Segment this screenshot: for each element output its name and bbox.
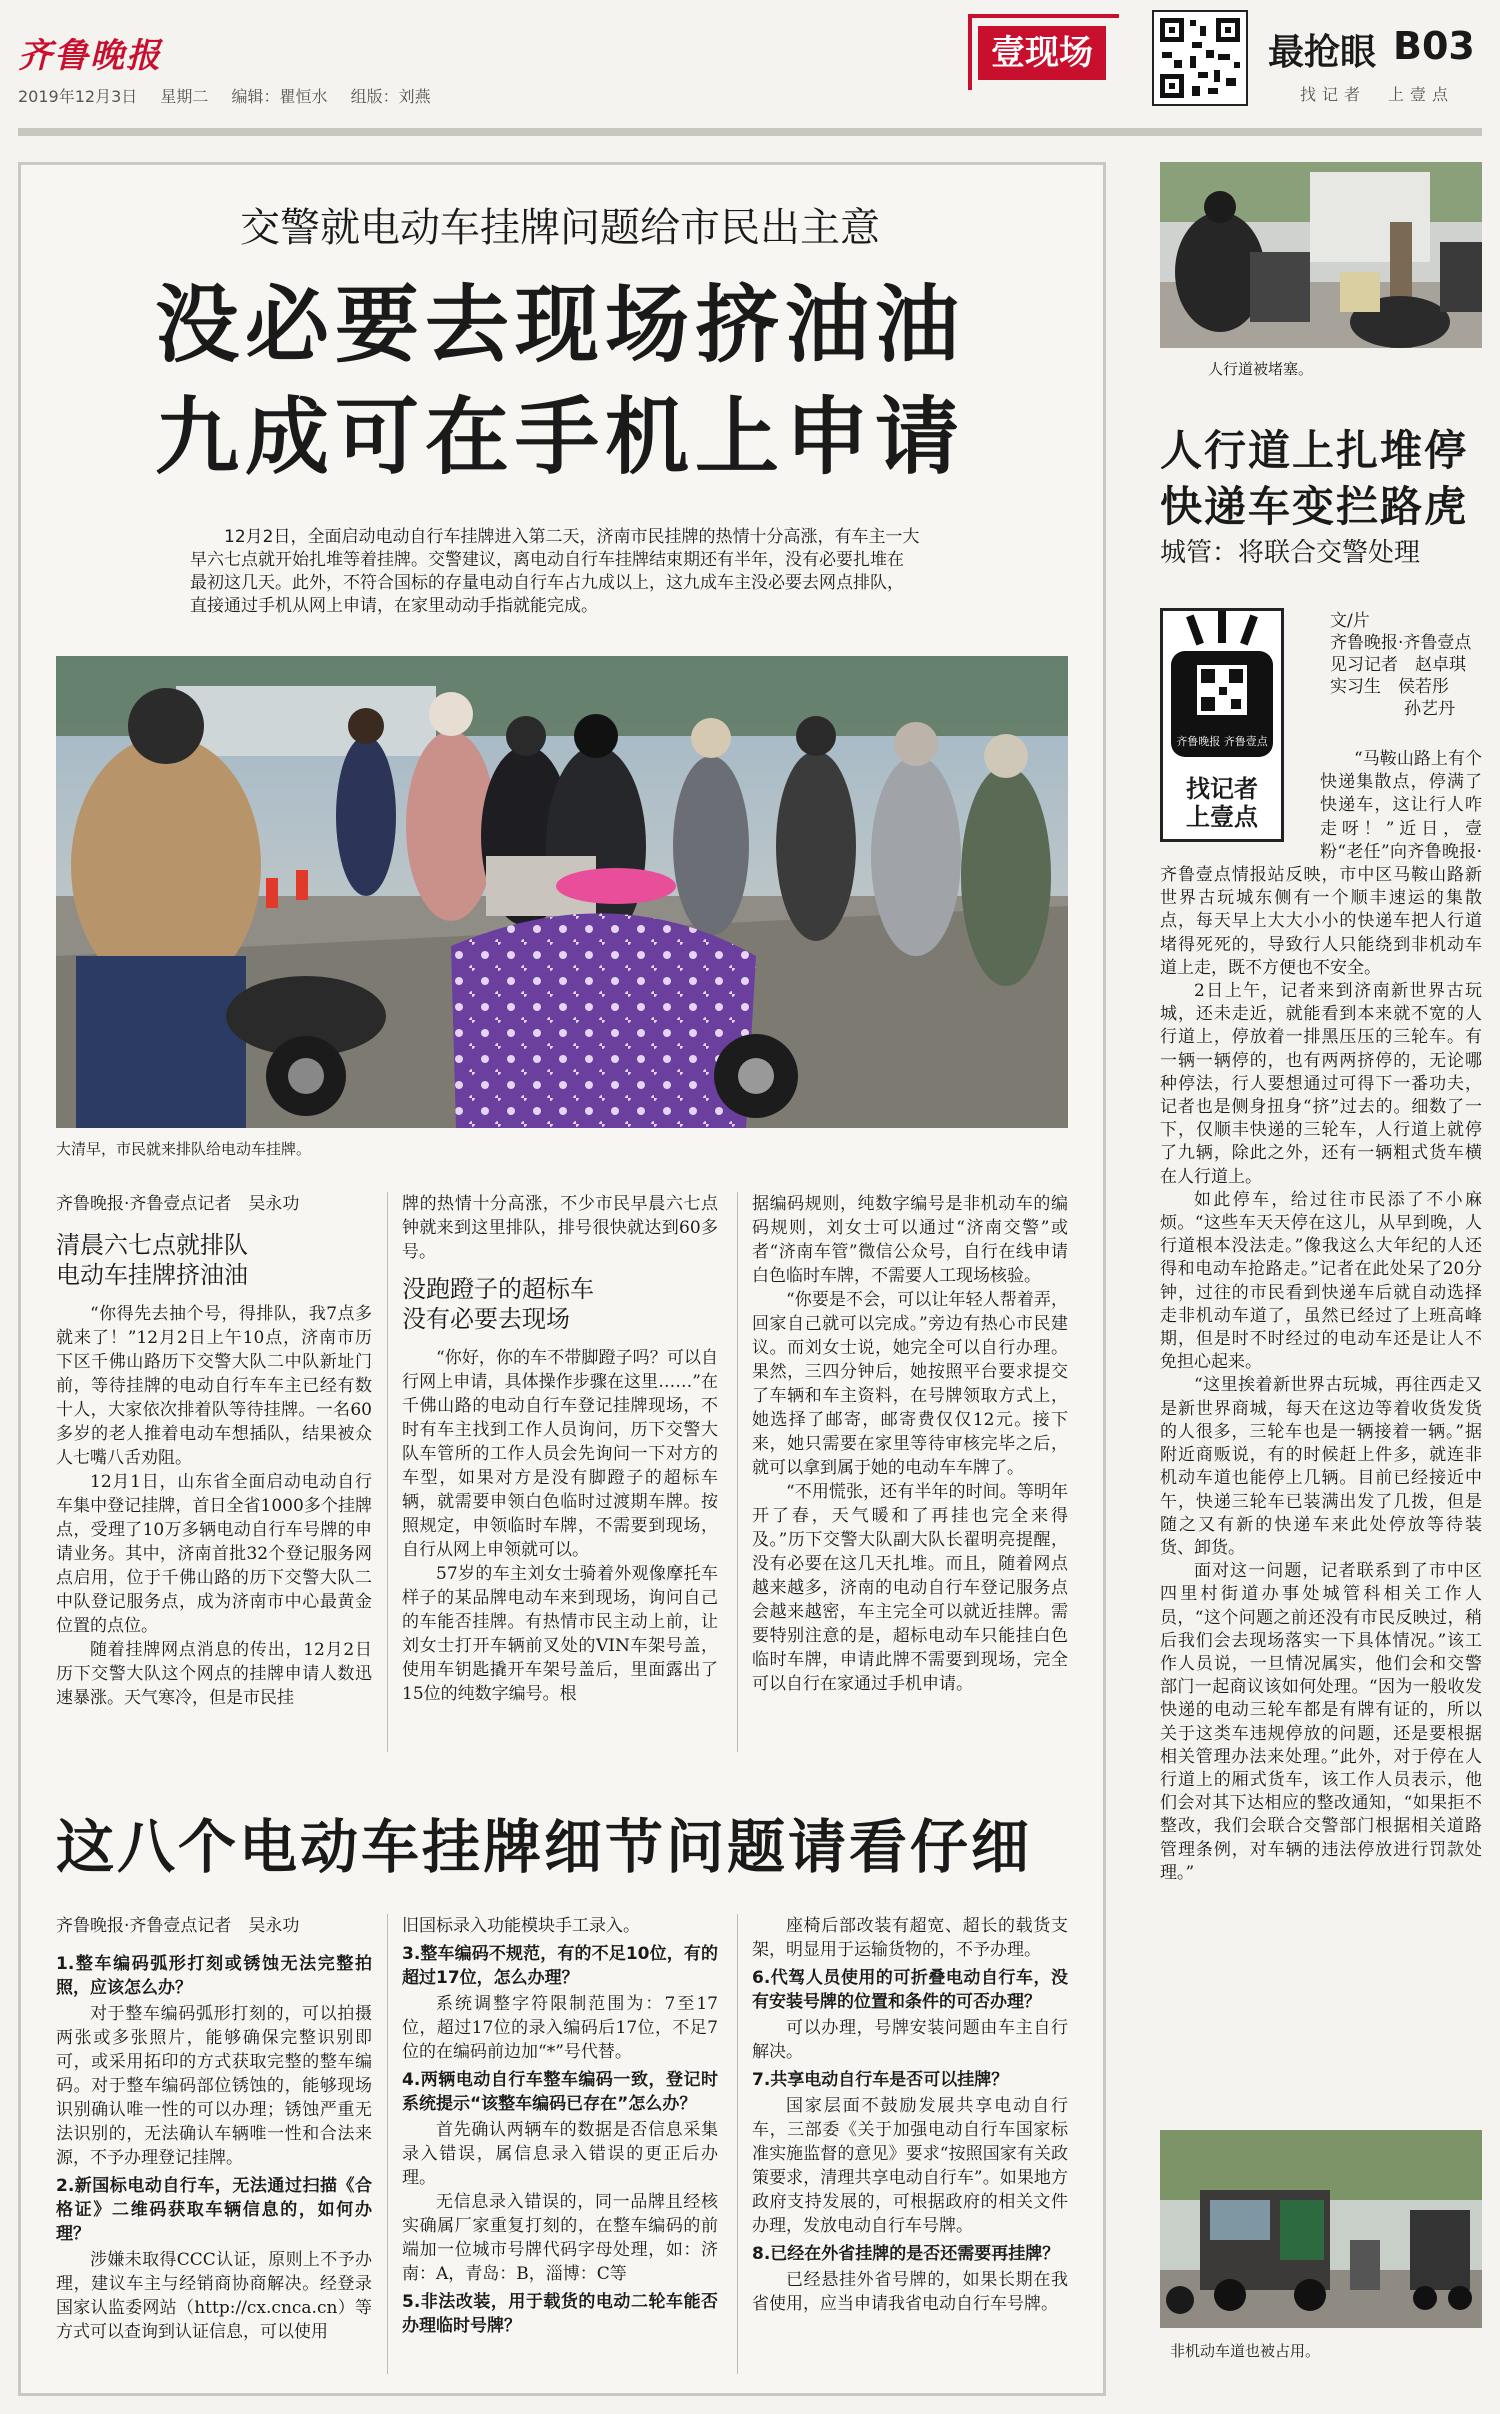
section-name: 最抢眼 bbox=[1268, 32, 1377, 73]
faq-answer: 座椅后部改装有超宽、超长的载货支架，明显用于运输货物的，不予办理。 bbox=[752, 1916, 1068, 1960]
faq-question: 1.整车编码弧形打刻或锈蚀无法完整拍照，应该怎么办？ bbox=[56, 1954, 372, 1998]
logo-wrap-space bbox=[1160, 748, 1320, 856]
dateline bbox=[18, 84, 449, 107]
bike-lane-photo bbox=[1160, 2130, 1482, 2328]
side-body-paragraph: “这里挨着新世界古玩城，再往西走又是新世界商城，每天在这边等着收货发货的人很多，三轮车也是一辆接着一辆。”据附近商贩说，有的时候赶上件多，就连非机动车道也能停上几辆。目前已经接近中午，快递三轮车已装满出发了几拨，但是随之又有新的快递车来此处停放等待装货、卸货。 bbox=[1160, 1375, 1482, 1558]
side-story-body bbox=[1160, 748, 1482, 2120]
issue-date: 2019年12月3日 bbox=[18, 87, 138, 106]
faq-answer: 无信息录入错误的，同一品牌且经核实确属厂家重复打刻的，在整车编码的前端加一位城市号牌代码字母处理，如：济南：A，青岛：B，淄博：C等 bbox=[402, 2192, 718, 2284]
lead-subhead-2: 没跑蹬子的超标车 没有必要去现场 bbox=[402, 1275, 594, 1333]
side-headline-line-1: 人行道上扎堆停 bbox=[1160, 426, 1469, 475]
lead-column-3 bbox=[752, 1192, 1068, 1752]
second-byline: 齐鲁晚报·齐鲁壹点记者 吴永功 bbox=[56, 1916, 300, 1936]
queue-photo-caption: 大清早，市民就来排队给电动车挂牌。 bbox=[56, 1140, 312, 1158]
side-body-paragraph: 如此停车，给过往市民添了不小麻烦。“这些车天天停在这儿，从早到晚，人行道根本没法走。”像我这么大年纪的人还得和电动车抢路走。”记者在此处呆了20分钟，过往的市民看到快递车后就自动选择走非机动车道了，虽然已经过了上班高峰期，但是时不时经过的电动车还是让人不免担心起来。 bbox=[1160, 1189, 1482, 1373]
designer-credit: 组版：刘燕 bbox=[350, 87, 431, 106]
lead-body-paragraph: “你得先去抽个号，得排队，我7点多就来了！”12月2日上午10点，济南市历下区千佛山路历下交警大队二中队新址门前，等待挂牌的电动自行车车主已经有数十人，大家依次排着队等待挂牌。一名60多岁的老人推着电动车想插队，结果被众人七嘴八舌劝阻。 bbox=[56, 1304, 372, 1468]
sidewalk-photo-caption: 人行道被堵塞。 bbox=[1208, 360, 1314, 378]
second-headline: 这八个电动车挂牌细节问题请看仔细 bbox=[56, 1813, 1033, 1881]
faq-question: 2.新国标电动自行车，无法通过扫描《合格证》二维码获取车辆信息的，如何办理？ bbox=[56, 2176, 372, 2244]
faq-question: 7.共享电动自行车是否可以挂牌？ bbox=[752, 2070, 1009, 2090]
side-body-paragraph: “马鞍山路上有个快递集散点，停满了快递车，这让行人咋走呀！”近日，壹粉“老任”向齐鲁晚报·齐鲁壹点情报站反映，市中区马鞍山路新世界古玩城东侧有一个顺丰速运的集散点，每天早上大大小小的快递车把人行道堵得死死的，导致行人只能绕到非机动车道上走，既不方便也不安全。 bbox=[1160, 749, 1482, 978]
side-headline-line-2: 快递车变拦路虎 bbox=[1160, 482, 1469, 531]
faq-question: 4.两辆电动自行车整车编码一致，登记时系统提示“该整车编码已存在”怎么办？ bbox=[402, 2070, 718, 2114]
lead-body-paragraph: “你要是不会，可以让年轻人帮着弄，回家自己就可以完成。”旁边有热心市民建议。而刘女士说，她完全可以自行办理。果然，三四分钟后，她按照平台要求提交了车辆和车主资料，在号牌领取方式上，她选择了邮寄，邮寄费仅仅12元。接下来，她只需要在家里等待审核完毕之后，就可以拿到属于她的电动车车牌了。 bbox=[752, 1290, 1068, 1478]
faq-answer: 首先确认两辆车的数据是否信息采集录入错误，属信息录入错误的更正后办理。 bbox=[402, 2120, 718, 2188]
faq-answer: 已经悬挂外省号牌的，如果长期在我省使用，应当申请我省电动自行车号牌。 bbox=[752, 2270, 1068, 2314]
lead-body-paragraph: 牌的热情十分高涨，不少市民早晨六七点钟就来到这里排队，排号很快就达到60多号。 bbox=[402, 1194, 718, 1262]
sidewalk-photo bbox=[1160, 162, 1482, 348]
logo-small-text: 齐鲁晚报 齐鲁壹点 bbox=[1176, 735, 1268, 748]
credit-line: 实习生 侯若彤 bbox=[1330, 677, 1449, 697]
lead-kicker: 交警就电动车挂牌问题给市民出主意 bbox=[240, 205, 880, 251]
lead-body-paragraph: “你好，你的车不带脚蹬子吗？可以自行网上申请，具体操作步骤在这里……”在千佛山路的电动自行车登记挂牌现场，不时有车主找到工作人员询问，历下交警大队车管所的工作人员会先询问一下对方的车型，如果对方是没有脚蹬子的超标车辆，就需要申领白色临时过渡期车牌。按照规定，申领临时车牌，不需要到现场，自行从网上申领就可以。 bbox=[402, 1348, 718, 1560]
credit-line: 文/片 bbox=[1330, 611, 1370, 631]
side-subhead: 城管：将联合交警处理 bbox=[1160, 538, 1421, 568]
faq-question: 5.非法改装，用于载货的电动二轮车能否办理临时号牌？ bbox=[402, 2292, 718, 2336]
faq-answer: 对于整车编码弧形打刻的，可以拍摄两张或多张照片，能够确保完整识别即可，或采用拓印的方式获取完整的整车编码。对于整车编码部位锈蚀的，能够现场识别确认唯一性的可以办理；锈蚀严重无法识别的，无法确认车辆唯一性和合法来源，不予办理登记挂牌。 bbox=[56, 2004, 372, 2168]
column-divider bbox=[387, 1192, 388, 1752]
faq-question: 8.已经在外省挂牌的是否还需要再挂牌？ bbox=[752, 2244, 1060, 2264]
faq-answer: 系统调整字符限制范围为：7至17位，超过17位的录入编码后17位，不足7位的在编码前边加“*”号代替。 bbox=[402, 1994, 718, 2062]
lead-body-paragraph: 57岁的车主刘女士骑着外观像摩托车样子的某品牌电动车来到现场，询问自己的车能否挂牌。有热情市民主动上前，让刘女士打开车辆前叉处的VIN车架号盖，使用车钥匙撬开车架号盖后，里面露出了15位的纯数字编号。根 bbox=[402, 1564, 718, 1704]
side-credits bbox=[1330, 610, 1471, 720]
issue-weekday: 星期二 bbox=[160, 87, 209, 106]
side-body-paragraph: 2日上午，记者来到济南新世界古玩城，还未走近，就能看到本来就不宽的人行道上，停放着一排黑压压的三轮车。有一辆一辆停的，也有两两挤停的，无论哪种停法，行人要想通过可得下一番功夫，记者也是侧身扭身“挤”过去的。细数了一下，仅顺丰快递的三轮车，人行道上就停了九辆，除此之外，还有一辆粗式货车横在人行道上。 bbox=[1160, 981, 1482, 1187]
editor-credit: 编辑：瞿恒水 bbox=[231, 87, 328, 106]
side-body-paragraph: 面对这一问题，记者联系到了市中区四里村街道办事处城管科相关工作人员，“这个问题之前还没有市民反映过，稍后我们会去现场落实一下具体情况。”该工作人员说，一旦情况属实，他们会和交警部门一起商议该如何处理。“因为一般收发快递的电动三轮车都是有牌有证的，所以关于这类车违规停放的问题，还是要根据相关管理办法来处理。”此外，对于停在人行道上的厢式货车，该工作人员表示，他们会对其下达相应的整改通知，“如果拒不整改，我们会联合交警部门根据相关道路管理条例，对车辆的违法停放进行罚款处理。” bbox=[1160, 1561, 1482, 1883]
faq-question: 3.整车编码不规范，有的不足10位，有的超过17位，怎么办理？ bbox=[402, 1944, 718, 1988]
credit-line: 齐鲁晚报·齐鲁壹点 bbox=[1330, 633, 1472, 653]
top-divider bbox=[18, 128, 1482, 136]
lead-body-paragraph: 据编码规则，纯数字编号是非机动车的编码规则，刘女士可以通过“济南交警”或者“济南车管”微信公众号，自行在线申请白色临时车牌，不需要人工现场核验。 bbox=[752, 1194, 1068, 1286]
column-divider bbox=[737, 1914, 738, 2374]
credit-line: 孙艺丹 bbox=[1404, 699, 1455, 719]
lead-body-paragraph: 随着挂牌网点消息的传出，12月2日历下交警大队这个网点的挂牌申请人数迅速暴涨。天气寒冷，但是市民挂 bbox=[56, 1640, 372, 1708]
section-badge bbox=[968, 14, 1119, 90]
faq-column-1 bbox=[56, 1914, 372, 2384]
lead-headline-line-2: 九成可在手机上申请 bbox=[154, 388, 965, 486]
lead-paragraph: 12月2日，全面启动电动自行车挂牌进入第二天，济南市民挂牌的热情十分高涨，有车主一大早六七点就开始扎堆等着挂牌。交警建议，离电动自行车挂牌结束期还有半年，没有必要扎堆在最初这几天。此外，不符合国标的存量电动自行车占九成以上，这九成车主没必要去网点排队，直接通过手机从网上申请，在家里动动手指就能完成。 bbox=[190, 527, 920, 616]
page-number: B03 bbox=[1393, 24, 1475, 68]
faq-column-3 bbox=[752, 1914, 1068, 2384]
qr-code-icon[interactable] bbox=[1152, 10, 1248, 106]
lead-column-2 bbox=[402, 1192, 718, 1752]
faq-answer: 可以办理，号牌安装问题由车主自行解决。 bbox=[752, 2018, 1068, 2062]
lead-byline: 齐鲁晚报·齐鲁壹点记者 吴永功 bbox=[56, 1194, 300, 1214]
faq-answer: 涉嫌未取得CCC认证，原则上不予办理，建议车主与经销商协商解决。经登录国家认监委网站（http://cx.cnca.cn）等方式可以查询到认证信息，可以使用 bbox=[56, 2250, 372, 2342]
newspaper-logo: 齐鲁晚报 bbox=[18, 36, 162, 76]
faq-answer: 旧国标录入功能模块手工录入。 bbox=[402, 1916, 640, 1936]
column-divider bbox=[737, 1192, 738, 1752]
credit-line: 见习记者 赵卓琪 bbox=[1330, 655, 1466, 675]
logo-slogan: 找记者 上壹点 bbox=[1186, 775, 1258, 831]
column-divider bbox=[387, 1914, 388, 2374]
queue-photo bbox=[56, 656, 1068, 1128]
faq-answer: 国家层面不鼓励发展共享电动自行车，三部委《关于加强电动自行车国家标准实施监督的意见》要求“按照国家有关政策要求，清理共享电动自行车”。如果地方政府支持发展的，可根据政府的相关文件办理，发放电动自行车号牌。 bbox=[752, 2096, 1068, 2236]
lead-column-1 bbox=[56, 1192, 372, 1752]
column-label: 找记者 上壹点 bbox=[1300, 85, 1455, 104]
lead-subhead-1: 清晨六七点就排队 电动车挂牌挤油油 bbox=[56, 1231, 248, 1289]
faq-column-2 bbox=[402, 1914, 718, 2384]
bike-lane-photo-caption: 非机动车道也被占用。 bbox=[1170, 2342, 1321, 2360]
faq-question: 6.代驾人员使用的可折叠电动自行车，没有安装号牌的位置和条件的可否办理？ bbox=[752, 1968, 1068, 2012]
lead-body-paragraph: 12月1日，山东省全面启动电动自行车集中登记挂牌，首日全省1000多个挂牌点，受理了10万多辆电动自行车号牌的申请业务。其中，济南首批32个登记服务网点启用，位于千佛山路的历下交警大队二中队登记服务点，成为济南市中心最黄金位置的点位。 bbox=[56, 1472, 372, 1636]
lead-headline-line-1: 没必要去现场挤油油 bbox=[154, 276, 965, 374]
lead-body-paragraph: “不用慌张，还有半年的时间。等明年开了春，天气暖和了再挂也完全来得及。”历下交警大队副大队长翟明亮提醒，没有必要在这几天扎堆。而且，随着网点越来越多，济南的电动自行车登记服务点会越来越密，车主完全可以就近挂牌。需要特别注意的是，超标电动车只能挂白色临时车牌，申请此牌不需要到现场，完全可以自行在家通过手机申请。 bbox=[752, 1482, 1068, 1694]
section-badge-label: 壹现场 bbox=[978, 26, 1106, 80]
